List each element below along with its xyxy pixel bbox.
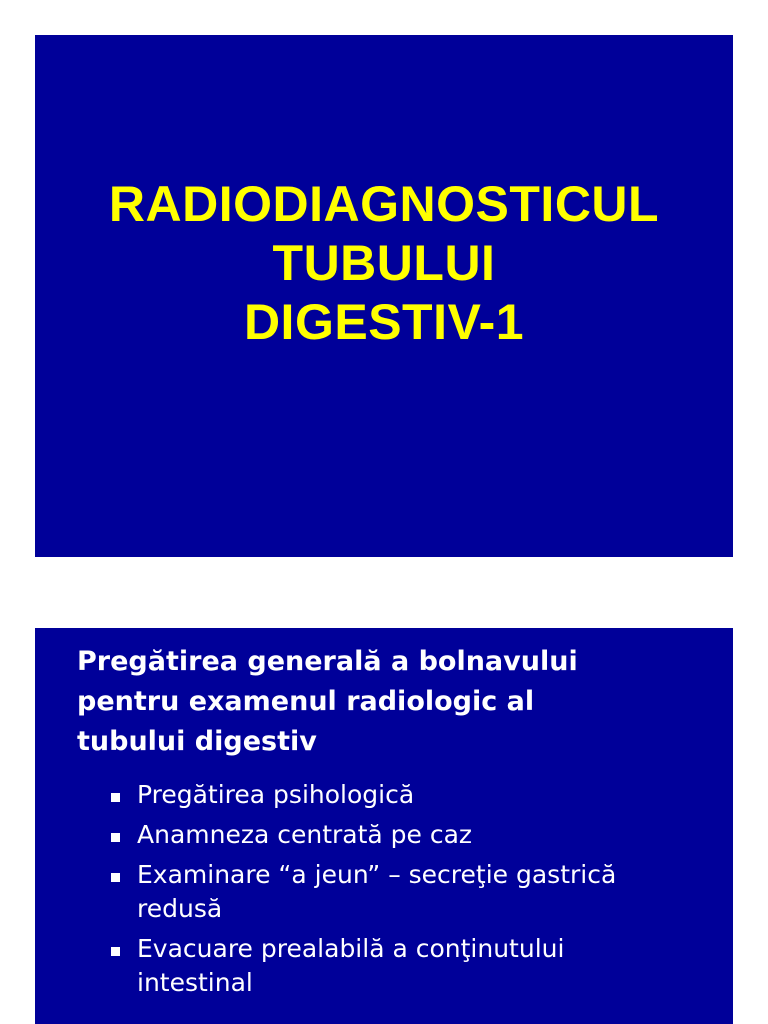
content-slide [35,628,733,1024]
bullet-text [137,818,616,852]
bullet-item [111,778,616,812]
bullet-text-line: intestinal [137,968,253,997]
bullet-text-line: Examinare “a jeun” – secreţie gastrică [137,860,617,889]
slide-heading-line: pentru examenul radiologic al [77,686,535,717]
bullet-text [137,858,616,926]
bullet-text [137,778,616,812]
bullet-text-line: Evacuare prealabilă a conţinutului [137,934,565,963]
bullet-item [111,932,616,1000]
square-bullet-icon [111,793,120,802]
bullet-text-line: redusă [137,894,223,923]
bullet-item [111,858,616,926]
title-slide [35,35,733,557]
slide-heading-line: tubului digestiv [77,726,317,757]
square-bullet-icon [111,833,120,842]
bullet-text-line: Pregătirea psihologică [137,780,415,809]
square-bullet-icon [111,873,120,882]
slide-title [35,175,733,352]
square-bullet-icon [111,947,120,956]
bullet-text [137,932,616,1000]
slide-title-line: TUBULUI [272,235,496,291]
bullet-text-line: Anamneza centrată pe caz [137,820,473,849]
bullet-list [111,778,616,1006]
slide-heading-line: Pregătirea generală a bolnavului [77,646,578,677]
slide-title-line: RADIODIAGNOSTICUL [108,176,660,232]
slide-title-line: DIGESTIV-1 [243,294,525,350]
slide-heading [77,642,578,762]
bullet-item [111,818,616,852]
